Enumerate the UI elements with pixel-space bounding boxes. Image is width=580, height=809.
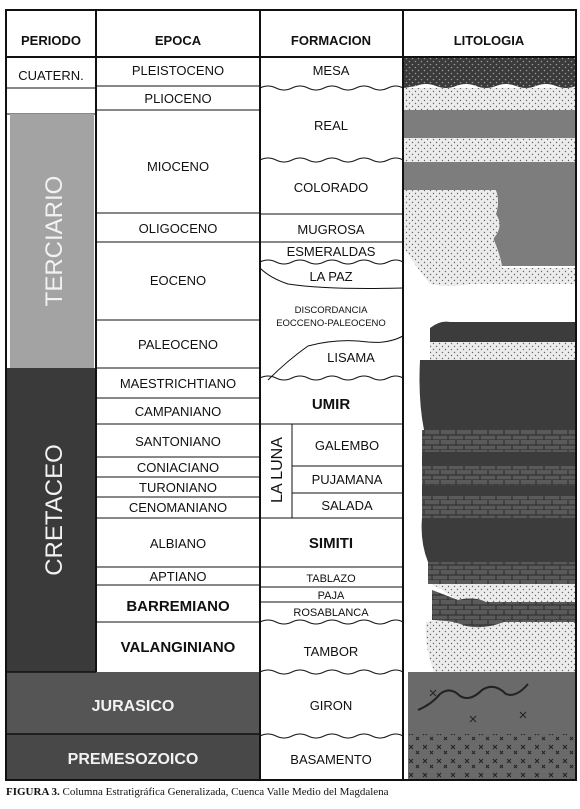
lith-lisama-shale (430, 322, 576, 342)
lith-tambor-sand (426, 621, 576, 672)
formation-rosablanca: ROSABLANCA (293, 607, 369, 619)
header-epoca: EPOCA (154, 33, 202, 48)
lith-galembo-limestone (422, 430, 576, 452)
formation-basamento: BASAMENTO (290, 752, 372, 767)
epoch-mioceno: MIOCENO (146, 159, 210, 174)
formation-discordancia-line2: EOCCENO-PALEOCENO (276, 318, 386, 329)
formation-la-paz: LA PAZ (309, 269, 353, 284)
period-terciario: TERCIARIO (41, 175, 68, 307)
formation-colorado: COLORADO (293, 180, 369, 195)
epoch-eoceno: EOCENO (149, 273, 207, 288)
epoch-oligoceno: OLIGOCENO (138, 221, 218, 236)
formation-paja: PAJA (317, 590, 345, 602)
period-cuatern: CUATERN. (18, 68, 84, 83)
epoch-santoniano: SANTONIANO (135, 434, 221, 449)
lith-pujamana-limestone (422, 466, 576, 486)
figure-caption (6, 786, 389, 798)
period-jurasico: JURASICO (91, 698, 175, 715)
period-cretaceo: CRETACEO (41, 444, 68, 576)
formation-esmeraldas: ESMERALDAS (286, 244, 376, 259)
lith-basamento (408, 734, 576, 780)
formation-real: REAL (314, 118, 348, 133)
epoch-campaniano: CAMPANIANO (134, 404, 222, 419)
epoch-albiano: ALBIANO (149, 536, 207, 551)
lith-simiti-shale (422, 518, 576, 562)
formation-pujamana: PUJAMANA (311, 472, 383, 487)
formation-mugrosa: MUGROSA (297, 222, 365, 237)
epoch-paleoceno: PALEOCENO (138, 337, 218, 352)
formation-tablazo: TABLAZO (306, 573, 356, 585)
epoch-aptiano: APTIANO (149, 569, 207, 584)
lith-real-sand (404, 88, 576, 110)
formation-discordancia-line1: DISCORDANCIA (294, 305, 368, 316)
caption-label: FIGURA 3. (6, 786, 60, 798)
formation-salada: SALADA (321, 498, 373, 513)
epoch-maestrichtiano: MAESTRICHTIANO (119, 376, 237, 391)
lith-salada-limestone (422, 496, 576, 518)
lith-colorado-sand (404, 190, 498, 214)
lith-colorado-shale (404, 162, 576, 192)
lith-real-sand2 (404, 138, 576, 162)
header-periodo: PERIODO (21, 33, 81, 48)
lith-lisama-sand (430, 342, 576, 360)
formation-mesa: MESA (312, 63, 350, 78)
header-formacion: FORMACION (290, 33, 372, 48)
formation-galembo: GALEMBO (314, 438, 380, 453)
epoch-coniaciano: CONIACIANO (136, 460, 220, 475)
epoch-valanginiano: VALANGINIANO (120, 639, 236, 656)
period-premesozoico: PREMESOZOICO (67, 751, 199, 768)
lith-giron (408, 672, 576, 734)
lith-tablazo-limestone (428, 562, 576, 584)
formation-tambor: TAMBOR (303, 644, 359, 659)
lith-mesa (404, 58, 576, 88)
formation-simiti: SIMITI (308, 535, 354, 552)
epoch-plioceno: PLIOCENO (144, 91, 212, 106)
lith-umir-shale (420, 360, 577, 430)
formation-la-luna: LA LUNA (269, 437, 286, 503)
caption-text: Columna Estratigráfica Generalizada, Cuenca Valle Medio del Magdalena (62, 786, 389, 798)
epoch-cenomaniano: CENOMANIANO (128, 500, 228, 515)
epoch-turoniano: TURONIANO (139, 480, 217, 495)
lith-real-shale (404, 110, 576, 138)
lith-mugrosa-shale (494, 214, 576, 266)
epoch-barremiano: BARREMIANO (126, 598, 230, 615)
header-litologia: LITOLOGIA (453, 33, 525, 48)
formation-umir: UMIR (311, 396, 351, 413)
formation-lisama: LISAMA (327, 350, 375, 365)
formation-giron: GIRON (309, 698, 353, 713)
epoch-pleistoceno: PLEISTOCENO (131, 63, 225, 78)
